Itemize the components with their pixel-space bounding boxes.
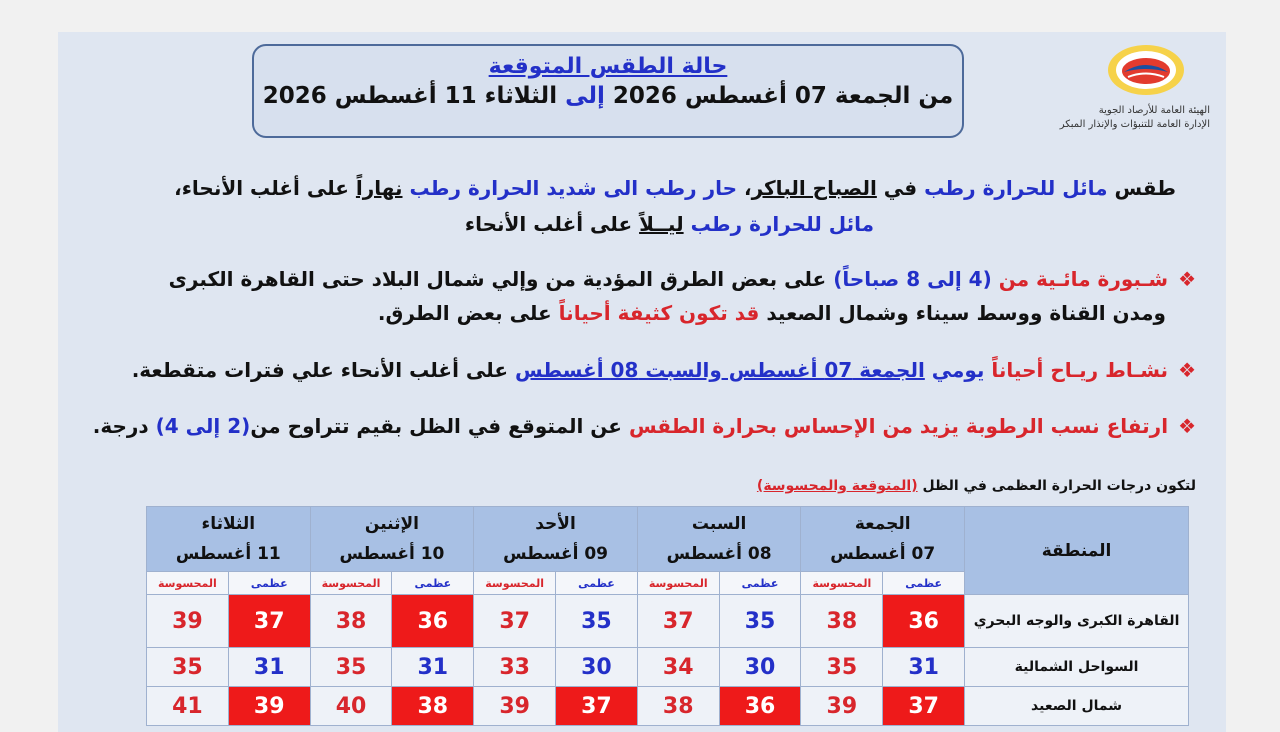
max-temp-cell: 36 <box>883 595 965 648</box>
title-box <box>252 44 964 138</box>
summary-line-1: طقس مائل للحرارة رطب في الصباح الباكر، حار رطب الى شديد الحرارة رطب نهاراً على أغلب الأنحاء، <box>174 176 1176 200</box>
max-temp-cell: 35 <box>556 595 638 648</box>
max-temp-cell: 31 <box>392 648 474 687</box>
feel-subheader: المحسوسة <box>474 572 556 595</box>
feel-temp-cell: 38 <box>637 687 719 726</box>
bullet-diamond-icon: ❖ <box>1178 358 1196 382</box>
feel-temp-cell: 35 <box>147 648 229 687</box>
bullet-fog: ❖شـبورة مائـية من (4 إلى 8 صباحاً) على بعض الطرق المؤدية من وإلي شمال البلاد حتى القاهرة الكبرى ومدن القناة ووسط سيناء وشمال الصعيد قد تكون كثيفة أحياناً على بعض الطرق. <box>168 267 1196 325</box>
temperature-table <box>146 506 1189 726</box>
max-temp-cell: 31 <box>883 648 965 687</box>
bullet-diamond-icon: ❖ <box>1178 267 1196 291</box>
feel-temp-cell: 38 <box>310 595 392 648</box>
ema-logo-icon <box>1106 44 1186 98</box>
day-header: السبت 08 أغسطس <box>637 507 801 572</box>
max-subheader: عظمى <box>556 572 638 595</box>
feel-temp-cell: 34 <box>637 648 719 687</box>
max-temp-cell: 37 <box>556 687 638 726</box>
max-temp-cell: 38 <box>392 687 474 726</box>
max-temp-cell: 36 <box>719 687 801 726</box>
max-temp-cell: 39 <box>228 687 310 726</box>
feel-temp-cell: 40 <box>310 687 392 726</box>
max-subheader: عظمى <box>392 572 474 595</box>
feel-subheader: المحسوسة <box>147 572 229 595</box>
region-cell: شمال الصعيد <box>965 687 1189 726</box>
page-title: حالة الطقس المتوقعة <box>488 54 728 79</box>
max-temp-cell: 37 <box>883 687 965 726</box>
feel-subheader: المحسوسة <box>310 572 392 595</box>
max-temp-cell: 30 <box>556 648 638 687</box>
forecast-dates: من الجمعة 07 أغسطس 2026 إلى الثلاثاء 11 أغسطس 2026 <box>262 83 954 109</box>
feel-temp-cell: 35 <box>310 648 392 687</box>
feel-subheader: المحسوسة <box>637 572 719 595</box>
feel-temp-cell: 37 <box>474 595 556 648</box>
table-body <box>147 595 1189 726</box>
max-subheader: عظمى <box>719 572 801 595</box>
day-header: الإثنين 10 أغسطس <box>310 507 474 572</box>
bullet-wind: ❖نشـاط ريـاح أحياناً يومي الجمعة 07 أغسطس والسبت 08 أغسطس على أغلب الأنحاء علي فترات متقطعة. <box>131 358 1196 382</box>
max-temp-cell: 30 <box>719 648 801 687</box>
region-cell: القاهرة الكبرى والوجه البحري <box>965 595 1189 648</box>
organization-name: الهيئة العامة للأرصاد الجوية الإدارة العامة للتنبؤات والإنذار المبكر <box>1059 105 1210 130</box>
feel-temp-cell: 39 <box>801 687 883 726</box>
max-temp-cell: 35 <box>719 595 801 648</box>
max-temp-cell: 31 <box>228 648 310 687</box>
table-row <box>147 595 1189 648</box>
max-temp-cell: 37 <box>228 595 310 648</box>
feel-temp-cell: 39 <box>474 687 556 726</box>
region-cell: السواحل الشمالية <box>965 648 1189 687</box>
day-header: الأحد 09 أغسطس <box>474 507 638 572</box>
max-subheader: عظمى <box>228 572 310 595</box>
feel-temp-cell: 35 <box>801 648 883 687</box>
bullet-humidity: ❖ارتفاع نسب الرطوبة يزيد من الإحساس بحرارة الطقس عن المتوقع في الظل بقيم تتراوح من(2 إلى 4) درجة. <box>92 414 1196 438</box>
feel-temp-cell: 37 <box>637 595 719 648</box>
summary-line-2: مائل للحرارة رطب ليــلاً على أغلب الأنحاء <box>464 212 874 236</box>
day-header: الجمعة 07 أغسطس <box>801 507 965 572</box>
feel-temp-cell: 33 <box>474 648 556 687</box>
table-note: لتكون درجات الحرارة العظمى في الظل (المتوقعة والمحسوسة) <box>756 478 1196 494</box>
max-temp-cell: 36 <box>392 595 474 648</box>
table-row <box>147 648 1189 687</box>
feel-temp-cell: 38 <box>801 595 883 648</box>
feel-subheader: المحسوسة <box>801 572 883 595</box>
day-header: الثلاثاء 11 أغسطس <box>147 507 311 572</box>
feel-temp-cell: 41 <box>147 687 229 726</box>
region-header: المنطقة <box>965 507 1189 595</box>
bullet-diamond-icon: ❖ <box>1178 414 1196 438</box>
feel-temp-cell: 39 <box>147 595 229 648</box>
max-subheader: عظمى <box>883 572 965 595</box>
